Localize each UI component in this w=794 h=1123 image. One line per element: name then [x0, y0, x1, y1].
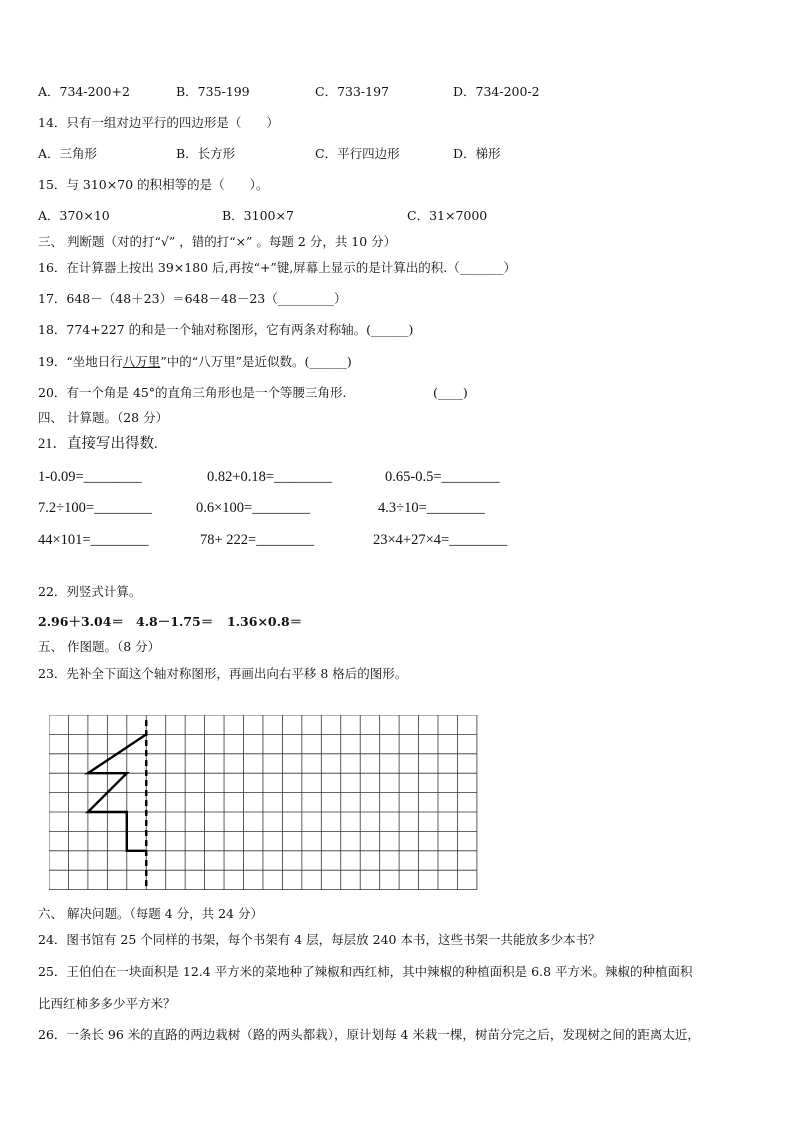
q24: 24．图书馆有 25 个同样的书架，每个书架有 4 层，每层放 240 本书，这些书架一共能放多少本书？ — [38, 932, 601, 947]
q13-option-c: C．733-197 — [315, 84, 390, 99]
q19-pre: 19．“坐地日行 — [38, 354, 123, 369]
q22-item: 4.8－1.75＝ — [136, 614, 214, 629]
q23: 23．先补全下面这个轴对称图形，再画出向右平移 8 格后的图形。 — [38, 666, 408, 681]
section-4-heading: 四、 计算题。（28 分） — [38, 410, 169, 425]
q19-underlined: 八万里 — [122, 354, 161, 369]
q22-item: 2.96＋3.04＝ — [38, 614, 124, 629]
q13-option-b: B．735-199 — [176, 84, 250, 99]
q20: 20．有一个角是 45°的直角三角形也是一个等腰三角形. — [38, 385, 347, 400]
q19 — [38, 354, 352, 370]
q17: 17．648－（48＋23）＝648－48－23（_________） — [38, 291, 347, 306]
q15-option-b: B．3100×7 — [222, 208, 294, 223]
q25-line-2: 比西红柿多多少平方米？ — [38, 996, 176, 1011]
q21-title: 21．直接写出得数. — [38, 436, 158, 452]
q14-option-a: A．三角形 — [38, 146, 98, 161]
q15-option-a: A．370×10 — [38, 208, 110, 223]
q21-item: 0.65-0.5=________ — [385, 469, 500, 485]
q21-item: 7.2÷100=________ — [38, 500, 153, 516]
q21-item: 23×4+27×4=________ — [373, 532, 508, 548]
q18: 18．774+227 的和是一个轴对称图形，它有两条对称轴。(______) — [38, 322, 414, 337]
q21-item: 0.82+0.18=________ — [207, 469, 333, 485]
q21-item: 4.3÷10=________ — [378, 500, 485, 516]
section-3-heading: 三、 判断题（对的打“√” ，错的打“×” 。每题 2 分，共 10 分） — [38, 234, 397, 249]
q25-line-1: 25．王伯伯在一块面积是 12.4 平方米的菜地种了辣椒和西红柿，其中辣椒的种植面积是 6.8 平方米。辣椒的种植面积 — [38, 964, 693, 979]
q14-option-c: C．平行四边形 — [315, 146, 400, 161]
q14-question: 14．只有一组对边平行的四边形是（ ） — [38, 115, 279, 130]
q22-title: 22．列竖式计算。 — [38, 584, 142, 599]
symmetry-grid-figure — [49, 715, 479, 891]
q15-question: 15．与 310×70 的积相等的是（ ）。 — [38, 177, 269, 192]
q19-post: ”中的“八万里”是近似数。(______) — [160, 354, 352, 369]
q21-item: 1-0.09=________ — [38, 469, 142, 485]
q20-blank: (____) — [433, 385, 468, 400]
grid-lines — [49, 715, 477, 890]
q21-item: 0.6×100=________ — [196, 500, 311, 516]
q13-option-a: A．734-200+2 — [38, 84, 130, 99]
q21-item: 44×101=________ — [38, 532, 149, 548]
q13-option-d: D．734-200-2 — [453, 84, 540, 99]
section-5-heading: 五、 作图题。（8 分） — [38, 639, 161, 654]
q26: 26．一条长 96 米的直路的两边栽树（路的两头都栽），原计划每 4 米栽一棵，树苗分完之后，发现树之间的距离太近， — [38, 1027, 700, 1042]
section-6-heading: 六、 解决问题。（每题 4 分，共 24 分） — [38, 906, 263, 921]
q16: 16．在计算器上按出 39×180 后,再按“+”键,屏幕上显示的是计算出的积.（_______） — [38, 260, 517, 275]
q21-item: 78+ 222=________ — [200, 532, 315, 548]
q14-option-b: B．长方形 — [176, 146, 236, 161]
q15-option-c: C．31×7000 — [407, 208, 488, 223]
q22-item: 1.36×0.8＝ — [227, 614, 303, 629]
q14-option-d: D．梯形 — [453, 146, 501, 161]
